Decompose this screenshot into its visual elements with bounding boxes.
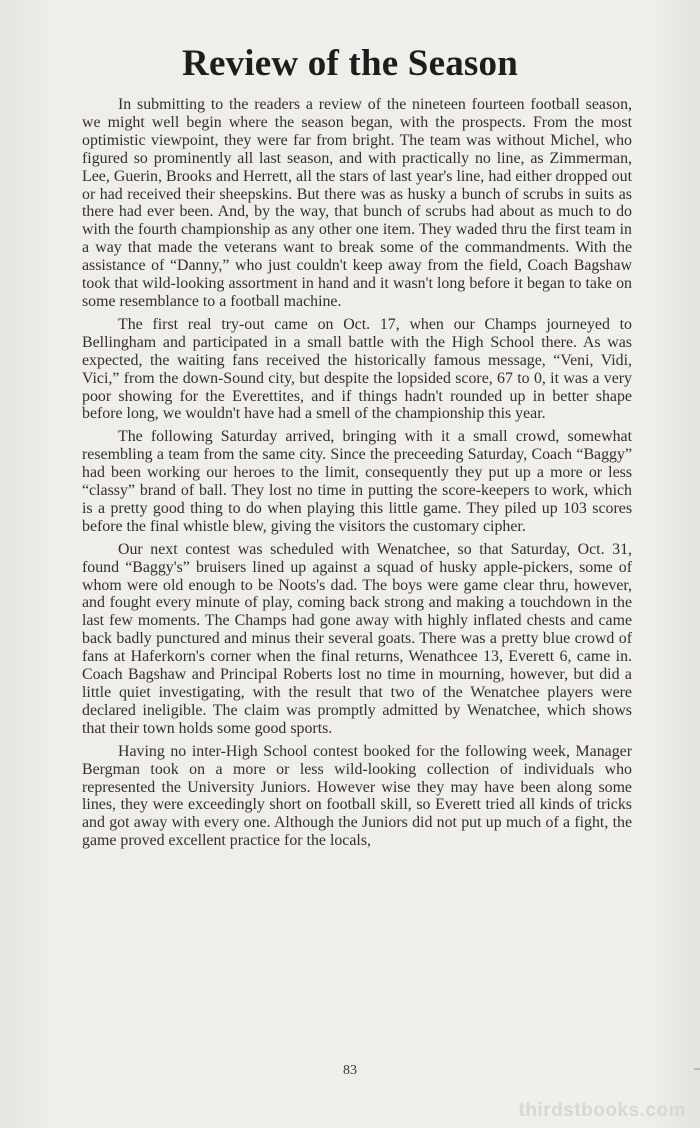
paragraph: In submitting to the readers a review of the nineteen fourteen football season, we might well begin where the season began, with the prospects. From the most optimistic viewpoint, they were far from bright. The team was without Michel, who figured so prominently all last season, and with practically no line, as Zimmerman, Lee, Guerin, Brooks and Herrett, all the stars of last year's line, had either dropped out or had received their sheepskins. But there was as husky a bunch of scrubs in suits as there had ever been. And, by the way, that bunch of scrubs had about as much to do with the fourth championship as any other one item. They waded thru the first team in a way that made the veterans want to break some of the commandments. With the assistance of “Danny,” who just couldn't keep away from the field, Coach Bagshaw took that wild-looking assortment in hand and it wasn't long before it began to take on some resemblance to a football machine. (82, 96, 632, 310)
paragraph: Having no inter-High School contest booked for the following week, Manager Bergman took on a more or less wild-looking collection of individuals who represented the University Juniors. However wise they may have been along some lines, they were exceedingly short on football skill, so Everett tried all kinds of tricks and got away with every one. Although the Juniors did not put up much of a fight, the game proved excellent practice for the locals, (82, 742, 632, 850)
paragraph: The following Saturday arrived, bringing with it a small crowd, somewhat resembling a team from the same city. Since the preceeding Saturday, Coach “Baggy” had been working our heroes to the limit, consequently they put up a more or less “classy” brand of ball. They lost no time in putting the score-keepers to work, which is a pretty good thing to do when playing this little game. They piled up 103 scores before the final whistle blew, giving the visitors the customary cipher. (82, 428, 632, 535)
paragraph: The first real try-out came on Oct. 17, when our Champs journeyed to Bellingham and participated in a small battle with the High School there. As was expected, the waiting fans received the historically famous message, “Veni, Vidi, Vici,” from the down-Sound city, but despite the lopsided score, 67 to 0, it was a very poor showing for the Everettites, and if things hadn't rounded up in better shape before long, we wouldn't have had a smell of the championship this year. (82, 315, 632, 423)
watermark: thirdstbooks.com (518, 1100, 686, 1121)
page-edge-mark (694, 1068, 700, 1070)
page-number: 83 (343, 1063, 357, 1078)
article-body (82, 96, 632, 855)
paragraph: Our next contest was scheduled with Wenatchee, so that Saturday, Oct. 31, found “Baggy's” bruisers lined up against a squad of husky apple-pickers, some of whom were old enough to be Noots's dad. The boys were game clear thru, however, and fought every minute of play, coming back strong and making a touchdown in the last few moments. The Champs had gone away with highly inflated chests and came back badly punctured and minus their several goats. There was a pretty blue crowd of fans at Haferkorn's corner when the final returns, Wenathcee 13, Everett 6, came in. Coach Bagshaw and Principal Roberts lost no time in mourning, however, but did a little quiet investigating, with the result that two of the Wenatchee players were declared ineligible. The claim was promptly admitted by Wenatchee, which shows that their town holds some good sports. (82, 540, 632, 737)
page-title: Review of the Season (182, 43, 518, 84)
